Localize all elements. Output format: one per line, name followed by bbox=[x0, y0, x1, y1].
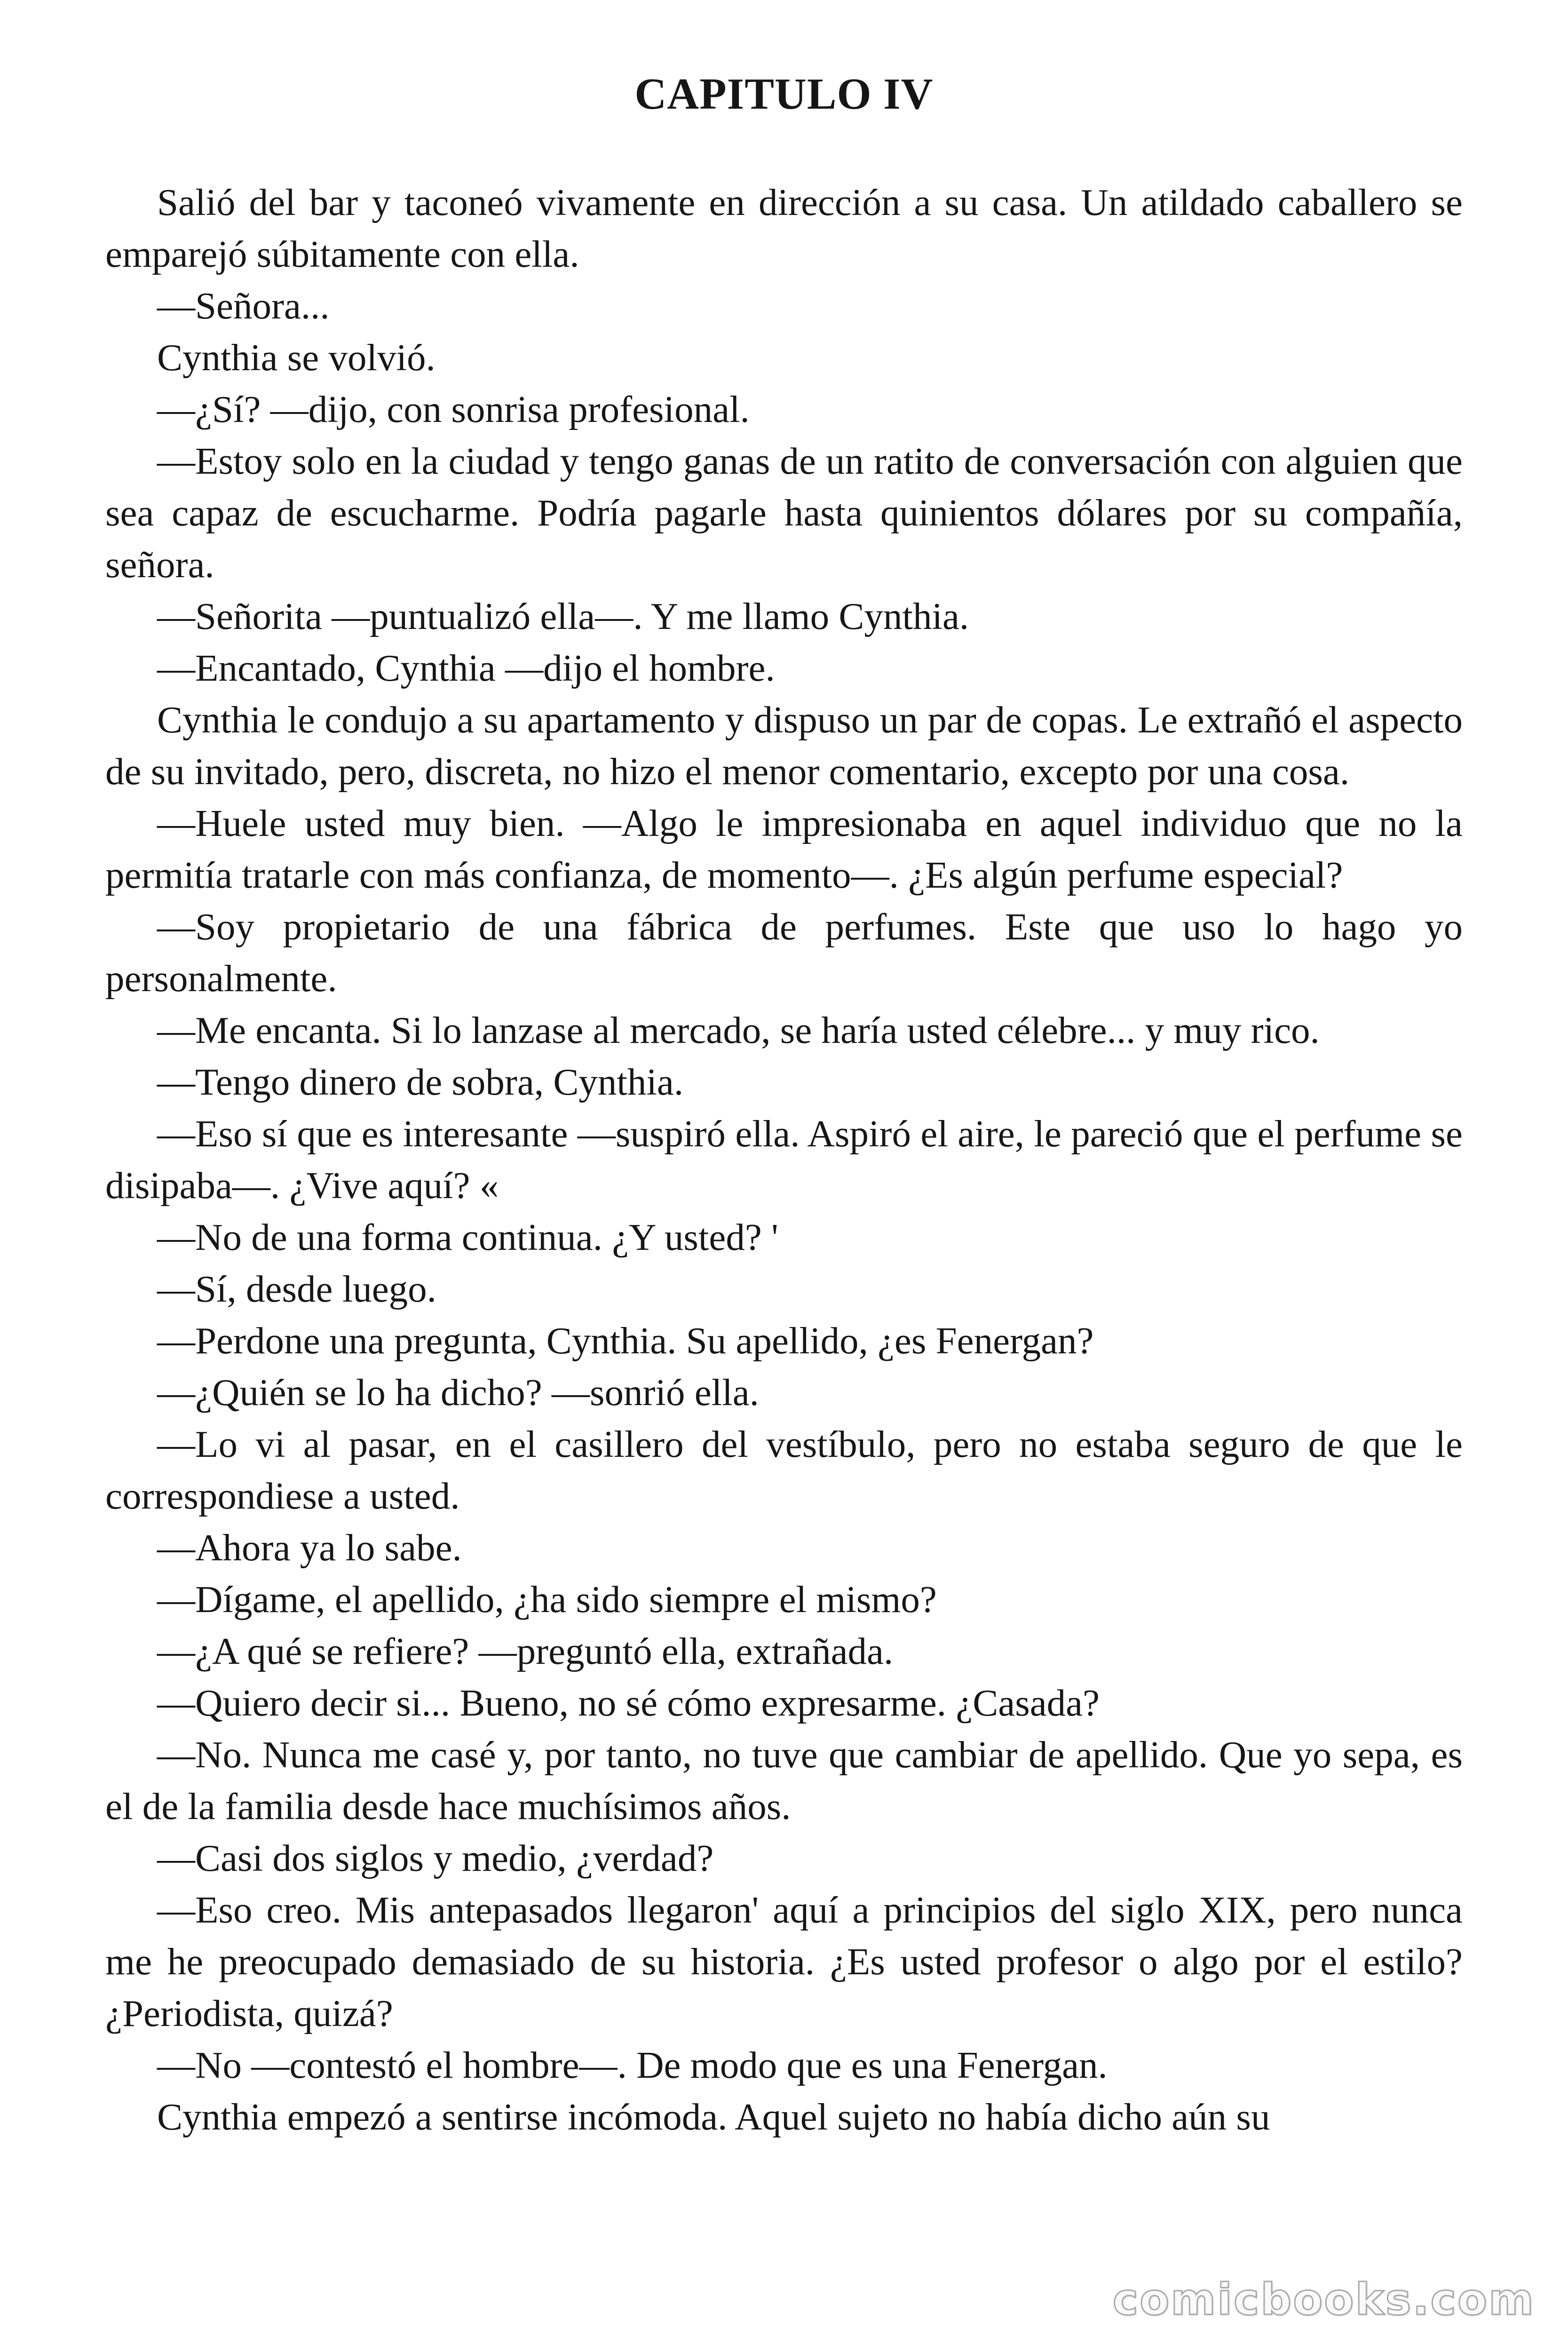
paragraph: —Ahora ya lo sabe. bbox=[157, 1526, 462, 1569]
paragraph: —Tengo dinero de sobra, Cynthia. bbox=[157, 1061, 684, 1103]
paragraph: —Sí, desde luego. bbox=[157, 1268, 436, 1310]
paragraph: —No de una forma continua. ¿Y usted? ' bbox=[157, 1216, 778, 1258]
paragraph: —Señora... bbox=[157, 285, 330, 327]
watermark: comicbooks.com bbox=[1112, 2274, 1535, 2325]
paragraph: Salió del bar y taconeó vivamente en dirección a su casa. Un atildado caballero se emparejó súbitamente con ella. bbox=[105, 181, 1463, 275]
paragraph: Cynthia se volvió. bbox=[157, 336, 436, 379]
paragraph: —¿A qué se refiere? —preguntó ella, extrañada. bbox=[157, 1630, 894, 1672]
paragraph: —Huele usted muy bien. —Algo le impresionaba en aquel individuo que no la permitía tratarle con más confianza, de momento—. ¿Es algún perfume especial? bbox=[105, 802, 1463, 896]
chapter-title: CAPITULO IV bbox=[634, 70, 934, 119]
paragraph: —Eso creo. Mis antepasados llegaron' aquí a principios del siglo XIX, pero nunca me he preocupado demasiado de su historia. ¿Es usted profesor o algo por el estilo? ¿Periodista, quizá? bbox=[105, 1889, 1463, 2034]
paragraph: Cynthia le condujo a su apartamento y dispuso un par de copas. Le extrañó el aspecto de su invitado, pero, discreta, no hizo el menor comentario, excepto por una cosa. bbox=[105, 699, 1463, 793]
paragraph: —Perdone una pregunta, Cynthia. Su apellido, ¿es Fenergan? bbox=[157, 1319, 1094, 1362]
paragraph: —¿Sí? —dijo, con sonrisa profesional. bbox=[157, 388, 750, 430]
paragraph: —Señorita —puntualizó ella—. Y me llamo Cynthia. bbox=[157, 595, 969, 637]
paragraph: —Encantado, Cynthia —dijo el hombre. bbox=[157, 647, 775, 689]
paragraph: —No —contestó el hombre—. De modo que es una Fenergan. bbox=[157, 2044, 1108, 2086]
paragraph: Cynthia empezó a sentirse incómoda. Aquel sujeto no había dicho aún su bbox=[157, 2096, 1270, 2138]
paragraph: —¿Quién se lo ha dicho? —sonrió ella. bbox=[157, 1371, 759, 1414]
paragraph: —Me encanta. Si lo lanzase al mercado, se haría usted célebre... y muy rico. bbox=[157, 1009, 1320, 1051]
paragraph: —Quiero decir si... Bueno, no sé cómo expresarme. ¿Casada? bbox=[157, 1682, 1100, 1724]
paragraph: —Lo vi al pasar, en el casillero del vestíbulo, pero no estaba seguro de que le correspondiese a usted. bbox=[105, 1423, 1463, 1517]
paragraph: —Eso sí que es interesante —suspiró ella. Aspiró el aire, le pareció que el perfume se disipaba—. ¿Vive aquí? « bbox=[105, 1112, 1463, 1207]
paragraph: —Casi dos siglos y medio, ¿verdad? bbox=[157, 1837, 714, 1879]
paragraph: —Estoy solo en la ciudad y tengo ganas de un ratito de conversación con alguien que sea capaz de escucharme. Podría pagarle hasta quinientos dólares por su compañía, señora. bbox=[105, 440, 1463, 586]
paragraph: —Dígame, el apellido, ¿ha sido siempre el mismo? bbox=[157, 1578, 937, 1621]
paragraph: —No. Nunca me casé y, por tanto, no tuve que cambiar de apellido. Que yo sepa, es el de la familia desde hace muchísimos años. bbox=[105, 1733, 1463, 1828]
paragraph: —Soy propietario de una fábrica de perfumes. Este que uso lo hago yo personalmente. bbox=[105, 906, 1463, 1000]
body-text bbox=[105, 176, 1463, 2143]
